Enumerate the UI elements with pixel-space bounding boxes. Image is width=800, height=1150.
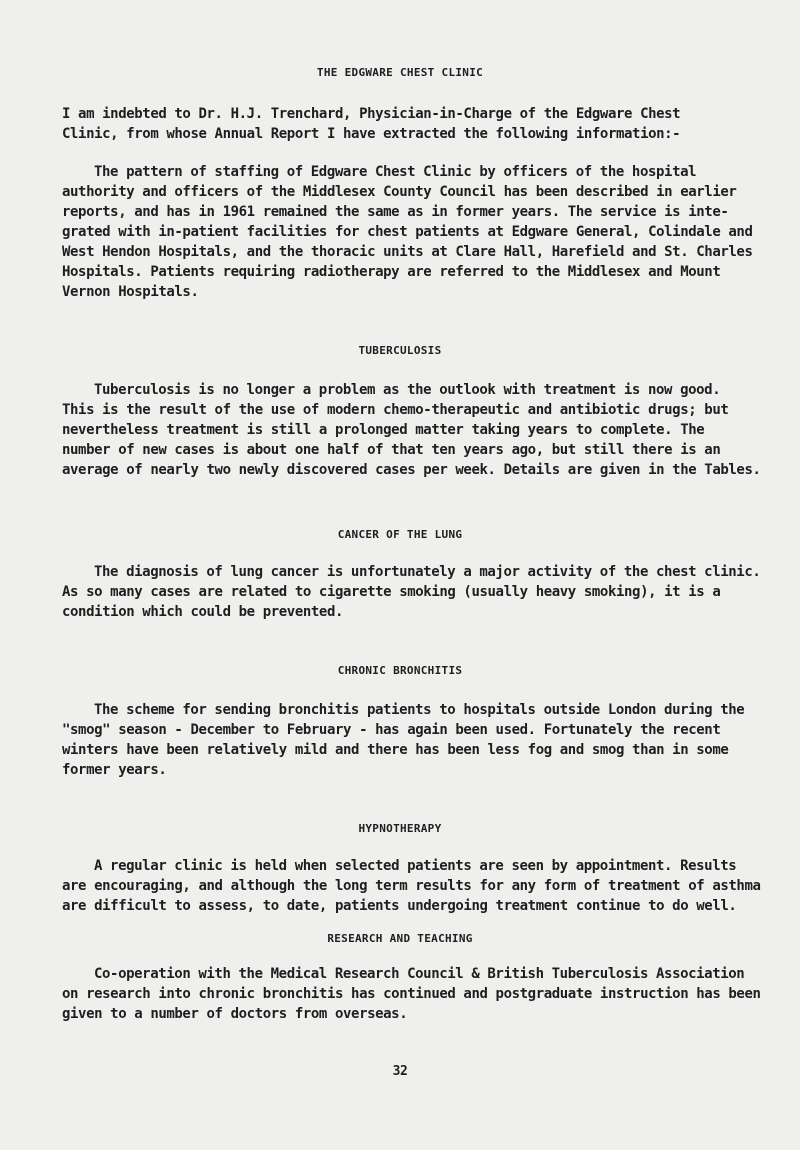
research-paragraph — [0, 964, 800, 1064]
tuberculosis-line: number of new cases is about one half of that ten years ago, but still there is an — [62, 442, 721, 458]
research-line: Co-operation with the Medical Research Council & British Tuberculosis Association — [94, 966, 745, 982]
bronchitis-line: "smog" season - December to February - has again been used. Fortunately the recent — [62, 722, 721, 738]
staffing-line: Hospitals. Patients requiring radiotherapy are referred to the Middlesex and Mount — [62, 264, 721, 280]
research-line: on research into chronic bronchitis has continued and postgraduate instruction has been — [62, 986, 761, 1002]
tuberculosis-line: nevertheless treatment is still a prolonged matter taking years to complete. The — [62, 422, 705, 438]
tuberculosis-paragraph — [0, 380, 800, 520]
staffing-line: authority and officers of the Middlesex County Council has been described in earlier — [62, 184, 737, 200]
cancer-paragraph — [0, 562, 800, 662]
intro-line: Clinic, from whose Annual Report I have extracted the following information:- — [62, 126, 681, 142]
tuberculosis-line: This is the result of the use of modern chemo-therapeutic and antibiotic drugs; but — [62, 402, 729, 418]
intro-line: I am indebted to Dr. H.J. Trenchard, Physician-in-Charge of the Edgware Chest — [62, 106, 681, 122]
staffing-line: West Hendon Hospitals, and the thoracic units at Clare Hall, Harefield and St. Charles — [62, 244, 753, 260]
section-heading-cancer-of-the-lung: CANCER OF THE LUNG — [337, 528, 463, 541]
staffing-paragraph — [0, 162, 800, 342]
hypnotherapy-line: are difficult to assess, to date, patients undergoing treatment continue to do well. — [62, 898, 737, 914]
section-heading-tuberculosis: TUBERCULOSIS — [358, 344, 442, 357]
tuberculosis-line: Tuberculosis is no longer a problem as the outlook with treatment is now good. — [94, 382, 721, 398]
tuberculosis-line: average of nearly two newly discovered cases per week. Details are given in the Tables. — [62, 462, 761, 478]
section-heading-research-and-teaching: RESEARCH AND TEACHING — [327, 932, 473, 945]
hypnotherapy-line: A regular clinic is held when selected patients are seen by appointment. Results — [94, 858, 737, 874]
cancer-line: condition which could be prevented. — [62, 604, 344, 620]
document-title: THE EDGWARE CHEST CLINIC — [316, 66, 484, 79]
bronchitis-line: former years. — [62, 762, 167, 778]
bronchitis-line: The scheme for sending bronchitis patients to hospitals outside London during the — [94, 702, 745, 718]
page-number: 32 — [392, 1064, 408, 1079]
bronchitis-line: winters have been relatively mild and there has been less fog and smog than in some — [62, 742, 729, 758]
staffing-line: The pattern of staffing of Edgware Chest Clinic by officers of the hospital — [94, 164, 697, 180]
section-heading-hypnotherapy: HYPNOTHERAPY — [358, 822, 442, 835]
staffing-line: grated with in-patient facilities for chest patients at Edgware General, Colindale and — [62, 224, 753, 240]
research-line: given to a number of doctors from overseas. — [62, 1006, 408, 1022]
staffing-line: reports, and has in 1961 remained the same as in former years. The service is inte- — [62, 204, 729, 220]
cancer-line: The diagnosis of lung cancer is unfortunately a major activity of the chest clinic. — [94, 564, 761, 580]
cancer-line: As so many cases are related to cigarette smoking (usually heavy smoking), it is a — [62, 584, 721, 600]
bronchitis-paragraph — [0, 700, 800, 820]
section-heading-chronic-bronchitis: CHRONIC BRONCHITIS — [337, 664, 463, 677]
staffing-line: Vernon Hospitals. — [62, 284, 199, 300]
hypnotherapy-line: are encouraging, and although the long term results for any form of treatment of asthma — [62, 878, 761, 894]
